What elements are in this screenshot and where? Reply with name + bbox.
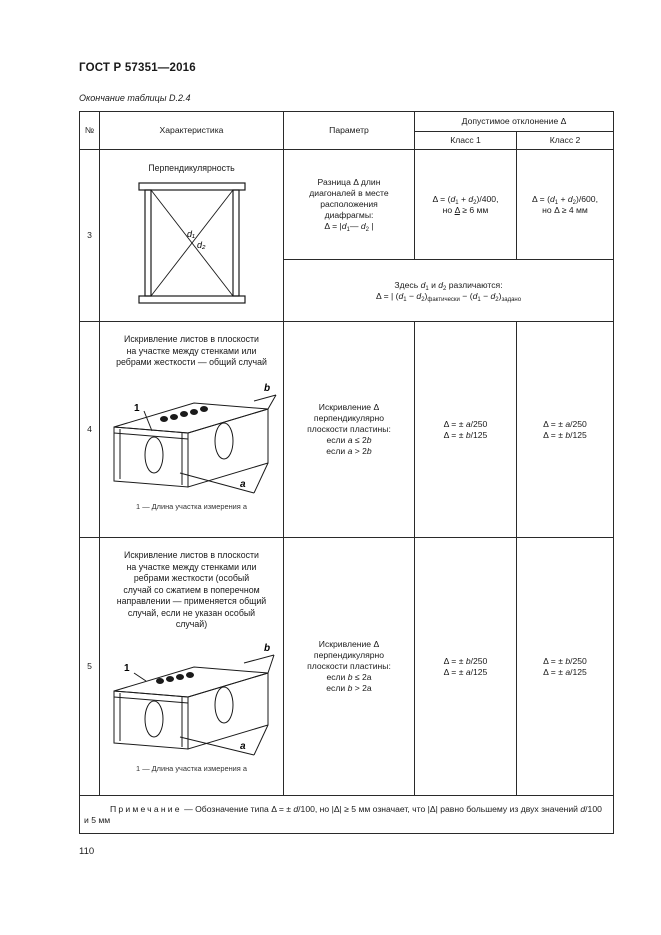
label-1: 1 xyxy=(133,402,140,414)
row-number: 4 xyxy=(80,322,100,538)
table-caption: Окончание таблицы D.2.4 xyxy=(79,93,191,103)
plate-curvature-figure xyxy=(104,369,280,499)
table-row xyxy=(80,796,614,834)
class-1-value: Δ = ± a/250 Δ = ± b/125 xyxy=(415,322,517,538)
figure-legend: 1 — Длина участка измерения a xyxy=(136,501,247,511)
characteristic-text: Перпендикулярность xyxy=(148,163,235,173)
label-b: b xyxy=(263,382,270,394)
label-a: a xyxy=(239,740,246,752)
class-2-value: Δ = ± b/250 Δ = ± a/125 xyxy=(517,538,614,796)
class-1-value: $\Delta = (d_1 + d_2)/400$, но Δ ≥ 6 мм xyxy=(415,150,517,260)
class-2-value: $\Delta = (d_1 + d_2)/600$, но Δ ≥ 4 мм xyxy=(517,150,614,260)
table-note: Примечание — Обозначение типа Δ = ± d/100, но |Δ| ≥ 5 мм означает, что |Δ| равно большему из двух значений d/100 и 5 мм xyxy=(80,796,614,834)
parameter-formula: $\Delta = |d_1—$ $d_2$ | xyxy=(324,221,374,233)
class-1-value: Δ = ± b/250 Δ = ± a/125 xyxy=(415,538,517,796)
row-number: 5 xyxy=(80,538,100,796)
plate-curvature-special-figure xyxy=(104,637,280,761)
label-1: 1 xyxy=(123,662,130,674)
table-row xyxy=(80,538,614,796)
characteristic-cell xyxy=(100,322,284,538)
parameter-cell: Искривление Δ перпендикулярно плоскости пластины: если b ≤ 2а если b > 2а xyxy=(284,538,415,796)
label-a: a xyxy=(239,478,246,490)
header-characteristic: Характеристика xyxy=(100,112,284,150)
note-label: Примечание xyxy=(110,803,182,814)
table-row xyxy=(80,322,614,538)
header-class-2: Класс 2 xyxy=(517,132,614,150)
header-class-1: Класс 1 xyxy=(415,132,517,150)
label-d1: d₁ xyxy=(186,228,195,239)
label-d2: d₂ xyxy=(196,239,205,250)
parameter-cell: Разница Δ длин диагоналей в месте расположения диафрагмы: $\Delta = |d_1—$ $d_2$ | xyxy=(284,150,415,260)
characteristic-cell xyxy=(100,150,284,322)
header-num: № xyxy=(80,112,100,150)
header-parameter: Параметр xyxy=(284,112,415,150)
parameter-cell: Искривление Δ перпендикулярно плоскости пластины: если a ≤ 2b если a > 2b xyxy=(284,322,415,538)
figure-legend: 1 — Длина участка измерения a xyxy=(136,763,247,773)
page-number: 110 xyxy=(79,846,95,857)
row-number: 3 xyxy=(80,150,100,322)
header-tolerance: Допустимое отклонение Δ xyxy=(415,112,614,132)
characteristic-text: Искривление листов в плоскости на участке между стенками или ребрами жесткости (особый случай со сжатием в поперечном направлении — применяется общий случай, если не указан особый случай) xyxy=(116,550,267,629)
document-title: ГОСТ Р 57351—2016 xyxy=(79,62,196,74)
class-2-value: Δ = ± a/250 Δ = ± b/125 xyxy=(517,322,614,538)
label-b: b xyxy=(263,642,270,654)
characteristic-cell xyxy=(100,538,284,796)
perpendicularity-figure xyxy=(137,179,247,307)
tolerance-table xyxy=(79,111,614,834)
difference-note: Здесь $d_1$ и $d_2$ различаются: Δ = | $(d_1 - d_2)_{фактически} - (d_1 - d_2)_{задано}$ xyxy=(284,260,614,322)
characteristic-text: Искривление листов в плоскости на участке между стенками или ребрами жесткости — общий случай xyxy=(116,334,267,367)
table-row xyxy=(80,150,614,260)
